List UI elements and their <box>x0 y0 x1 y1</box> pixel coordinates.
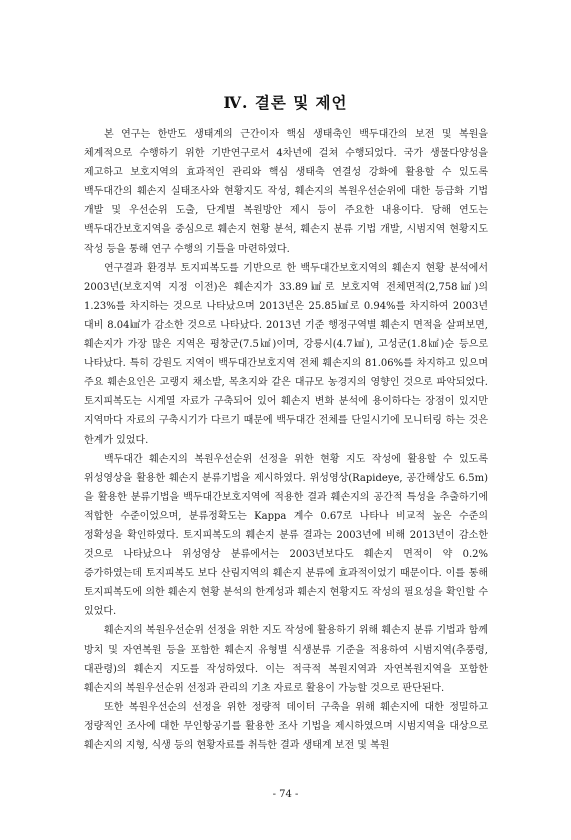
paragraph-2: 연구결과 환경부 토지피복도를 기반으로 한 백두대간보호지역의 훼손지 현황 분석에서 2003년(보호지역 지정 이전)은 훼손지가 33.89㎢로 보호지역 전체면적(2,758㎢)의 1.23%를 차지하는 것으로 나타났으며 2013년은 25.85㎢로 0.94%를 차지하여 2003년 대비 8.04㎢가 감소한 것으로 나타났다. 2013년 기준 행정구역별 훼손지 면적을 살펴보면, 훼손지가 가장 많은 지역은 평창군(7.5㎢)이며, 강릉시(4.7㎢), 고성군(1.8㎢)순 등으로 나타났다. 특히 강원도 지역이 백두대간보호지역 전체 훼손지의 81.06%를 차지하고 있으며 주요 훼손요인은 고랭지 채소밭, 목초지와 같은 대규모 농경지의 영향인 것으로 파악되었다. 토지피복도는 시계열 자료가 구축되어 있어 훼손지 변화 분석에 용이하다는 장점이 있지만 지역마다 자료의 구축시기가 다르기 때문에 백두대간 전체를 단일시기에 모니터링 하는 것은 한계가 있었다. <box>84 262 488 446</box>
paragraph-5: 또한 복원우선순의 선정을 위한 정량적 데이터 구축을 위해 훼손지에 대한 정밀하고 정량적인 조사에 대한 무인항공기를 활용한 조사 기법을 제시하였으며 시범지역을 대상으로 훼손지의 지형, 식생 등의 현황자료를 취득한 결과 생태계 보전 및 복원 <box>84 701 488 751</box>
body-text <box>84 125 488 755</box>
paragraph-3: 백두대간 훼손지의 복원우선순위 선정을 위한 현황 지도 작성에 활용할 수 있도록 위성영상을 활용한 훼손지 분류기법을 제시하였다. 위성영상(Rapideye, 공간해상도 6.5m)을 활용한 분류기법을 백두대간보호지역에 적용한 결과 훼손지의 공간적 특성을 추출하기에 적합한 수준이었으며, 분류정확도는 Kappa 계수 0.67로 나타나 비교적 높은 수준의 정확성을 확인하였다. 토지피복도의 훼손지 분류 결과는 2003년에 비해 2013년이 감소한 것으로 나타났으나 위성영상 분류에서는 2003년보다도 훼손지 면적이 약 0.2% 증가하였는데 토지피복도 보다 산림지역의 훼손지 분류에 효과적이었기 때문이다. 이를 통해 토지피복도에 의한 훼손지 현황 분석의 한계성과 훼손지 현황지도 작성의 필요성을 확인할 수 있었다. <box>84 453 488 618</box>
page-number: - 74 - <box>272 789 299 800</box>
paragraph-4: 훼손지의 복원우선순위 선정을 위한 지도 작성에 활용하기 위해 훼손지 분류 기법과 함께 방치 및 자연복원 등을 포함한 훼손지 유형별 식생분류 기준을 적용하여 시범지역(추풍령, 대관령)의 훼손지 지도를 작성하였다. 이는 적극적 복원지역과 자연복원지역을 포함한 훼손지의 복원우선순위 선정과 관리의 기초 자료로 활용이 가능할 것으로 판단된다. <box>84 625 488 694</box>
paragraph-1: 본 연구는 한반도 생태계의 근간이자 핵심 생태축인 백두대간의 보전 및 복원을 체계적으로 수행하기 위한 기반연구로서 4차년에 걸쳐 수행되었다. 국가 생물다양성을 제고하고 보호지역의 효과적인 관리와 핵심 생태축 연결성 강화에 활용할 수 있도록 백두대간의 훼손지 실태조사와 현황지도 작성, 훼손지의 복원우선순위에 대한 등급화 기법 개발 및 우선순위 도출, 단계별 복원방안 제시 등이 주요한 내용이다. 당해 연도는 백두대간보호지역을 중심으로 훼손지 현황 분석, 훼손지 분류 기법 개발, 시범지역 현황지도 작성 등을 통해 연구 수행의 기틀을 마련하였다. <box>84 129 488 255</box>
chapter-title: Ⅳ. 결론 및 제언 <box>223 93 348 112</box>
